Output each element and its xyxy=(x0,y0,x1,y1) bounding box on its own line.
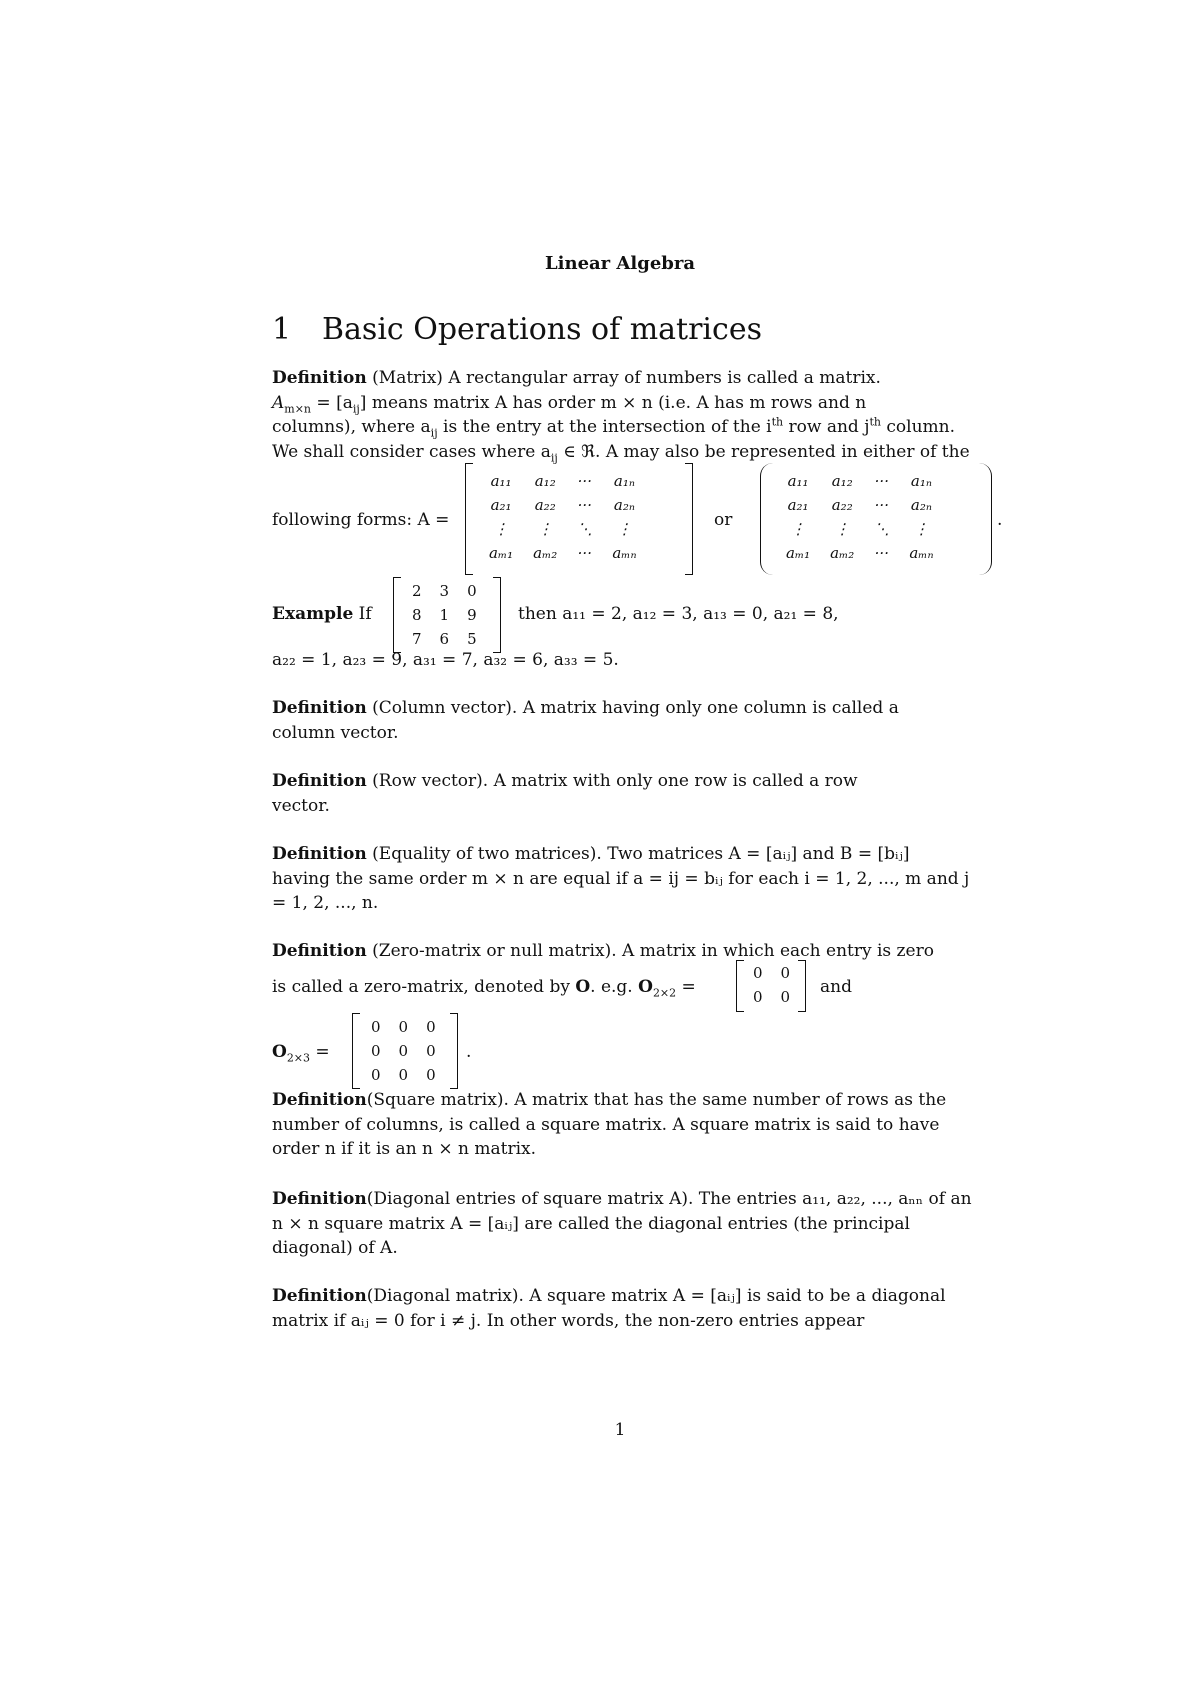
section-heading xyxy=(272,312,762,348)
forms-trailing-dot: . xyxy=(997,510,1003,530)
def-matrix-line-2: $A_{m\times n} = [a_{ij}]$ means matrix A has order m × n (i.e. A has m rows and n xyxy=(272,392,867,415)
section-title-text: Basic Operations of matrices xyxy=(322,312,762,347)
zero-matrix-2x3: 0 0 0 0 0 0 0 0 0 xyxy=(352,1013,458,1089)
example-matrix: 2 3 0 8 1 9 7 6 5 xyxy=(393,577,501,653)
general-matrix-brackets xyxy=(465,463,693,575)
definition-matrix xyxy=(272,366,972,464)
and-label: and xyxy=(820,977,852,997)
document-title: Linear Algebra xyxy=(544,253,696,274)
definition-diagonal-matrix: Definition(Diagonal matrix). A square matrix A = [aᵢⱼ] is said to be a diagonal matrix if aᵢⱼ = 0 for i ≠ j. In other words, the non-zero entries appear xyxy=(272,1286,946,1331)
definition-equality: Definition (Equality of two matrices). Two matrices A = [aᵢⱼ] and B = [bᵢⱼ] having the same order m × n are equal if a = ij = bᵢⱼ for each i = 1, 2, ..., m and j = 1, 2, ..., n. xyxy=(272,844,970,913)
def-zero-line-1: Definition (Zero-matrix or null matrix). A matrix in which each entry is zero xyxy=(272,941,934,961)
definition-column-vector: Definition (Column vector). A matrix having only one column is called a column vector. xyxy=(272,698,899,743)
def-zero-line-2: is called a zero-matrix, denoted by O. e.g. $O_{2\times 2}$ = xyxy=(272,977,696,1000)
o23-dot: . xyxy=(466,1042,472,1062)
or-label: or xyxy=(714,510,733,530)
def-matrix-line-4: We shall consider cases where $a_{ij}$ ∈ ℜ. A may also be represented in either of the xyxy=(272,441,970,464)
definition-diagonal-entries: Definition(Diagonal entries of square matrix A). The entries a₁₁, a₂₂, ..., aₙₙ of an n × n square matrix A = [aᵢⱼ] are called the diagonal entries (the principal diagonal) of A. xyxy=(272,1189,972,1258)
general-matrix-table: a₁₁ a₁₂ ··· a₁ₙ a₂₁ a₂₂ ··· a₂ₙ ⋮ ⋮ ⋱ ⋮ aₘ₁ aₘ₂ ··· aₘₙ xyxy=(489,472,637,562)
definition-row-vector: Definition (Row vector). A matrix with only one row is called a row vector. xyxy=(272,771,858,816)
forms-label: following forms: A = xyxy=(272,510,450,530)
def-matrix-line-3: columns), where $a_{ij}$ is the entry at the intersection of the $i^{th}$ row and $j^{th}$ column. xyxy=(272,415,956,440)
general-matrix-parens xyxy=(760,463,992,575)
zero-matrix-2x2: 0 0 0 0 xyxy=(736,960,806,1012)
section-number: 1 xyxy=(272,312,292,347)
def-matrix-line-1: Definition (Matrix) A rectangular array of numbers is called a matrix. xyxy=(272,368,881,388)
example-then-text: then a₁₁ = 2, a₁₂ = 3, a₁₃ = 0, a₂₁ = 8, xyxy=(518,604,839,624)
example-line-2: a₂₂ = 1, a₂₃ = 9, a₃₁ = 7, a₃₂ = 6, a₃₃ = 5. xyxy=(272,650,619,670)
example-label: Example If xyxy=(272,604,372,624)
definition-square-matrix: Definition(Square matrix). A matrix that has the same number of rows as the number of columns, is called a square matrix. A square matrix is said to have order n if it is an n × n matrix. xyxy=(272,1090,947,1159)
page-number: 1 xyxy=(614,1420,626,1440)
o23-label: $O_{2\times 3}$ = xyxy=(272,1042,330,1065)
general-matrix-table-2: a₁₁ a₁₂ ··· a₁ₙ a₂₁ a₂₂ ··· a₂ₙ ⋮ ⋮ ⋱ ⋮ aₘ₁ aₘ₂ ··· aₘₙ xyxy=(786,472,934,562)
